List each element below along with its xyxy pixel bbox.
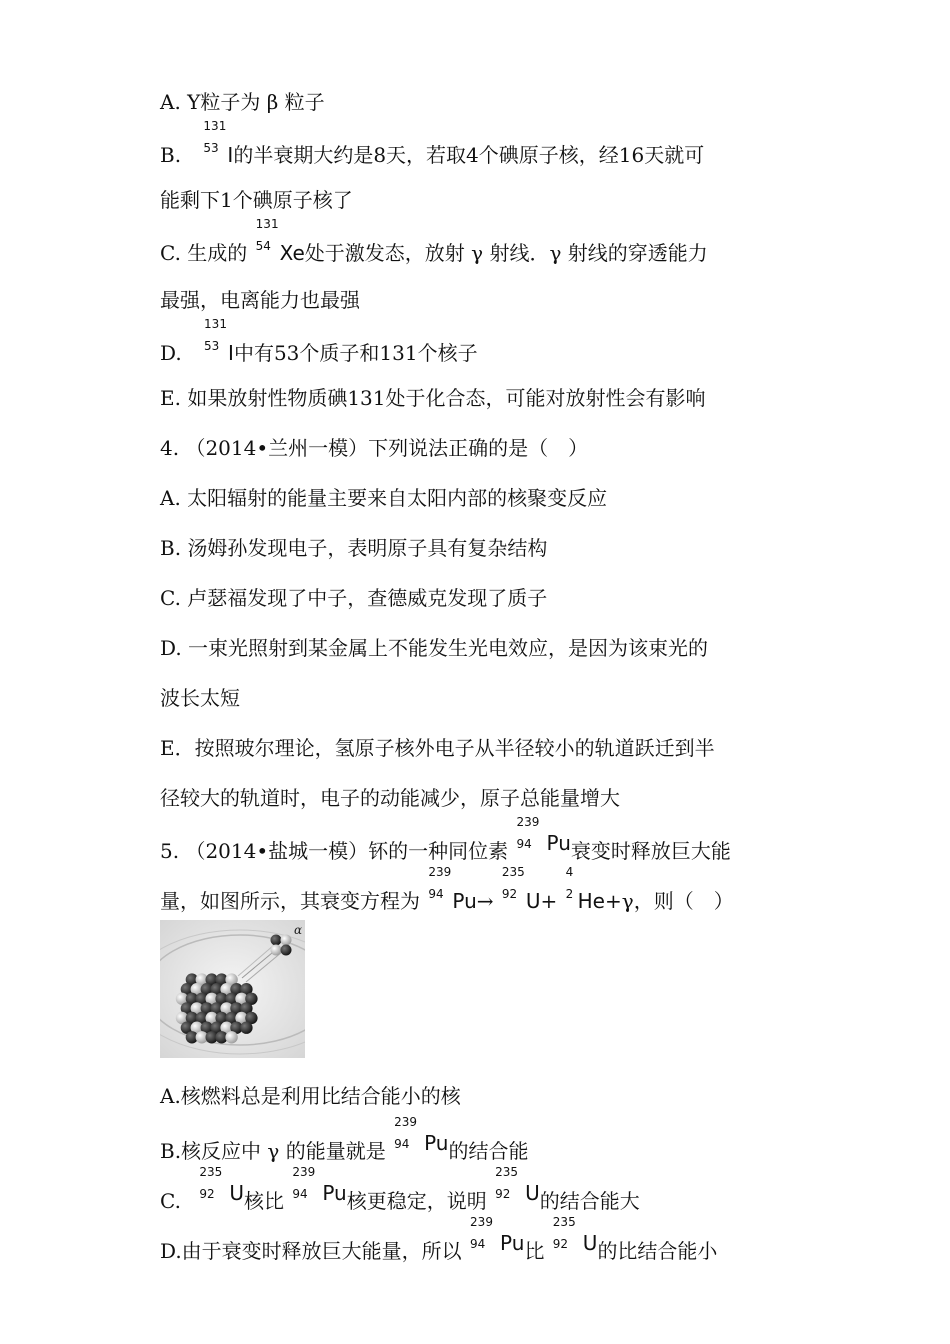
q4-option-d-line2: 波长太短: [160, 686, 240, 710]
nuclide-u235: 235 92: [501, 865, 525, 901]
nuclide-pu239: 239 94: [394, 1115, 417, 1151]
alpha-label: α: [294, 923, 303, 937]
nucleon: [225, 1031, 237, 1043]
nuclide-i131: 131 53: [204, 317, 227, 353]
q4-option-a: A. 太阳辐射的能量主要来自太阳内部的核聚变反应: [160, 486, 608, 510]
q3-option-d: D. 131 53 I中有53个质子和131个核子: [160, 317, 478, 365]
nuclide-pu239: 239 94: [428, 865, 452, 901]
q5-option-b: B.核反应中 γ 的能量就是 239 94 Pu的结合能: [160, 1115, 529, 1163]
q3-option-b-line2: 能剩下1个碘原子核了: [160, 188, 353, 212]
q4-option-b: B. 汤姆孙发现电子，表明原子具有复杂结构: [160, 536, 548, 560]
q5-stem-line1: 5. （2014•盐城一模）钚的一种同位素 239 94 Pu衰变时释放巨大能: [160, 815, 731, 863]
q5-option-d: D.由于衰变时释放巨大能量，所以 239 94 Pu比 235 92 U的比结合能小: [160, 1215, 718, 1263]
q5-option-a: A.核燃料总是利用比结合能小的核: [160, 1084, 461, 1108]
nucleus-cluster: [176, 973, 258, 1043]
nuclide-i131: 131 53: [203, 119, 227, 155]
q3-option-a: A. Y粒子为 β 粒子: [160, 90, 325, 114]
alpha-decay-figure: [160, 920, 305, 1058]
nuclide-he4: 4 2: [565, 865, 574, 901]
q3-option-c-line1: C. 生成的 131 54 Xe处于激发态，放射 γ 射线．γ 射线的穿透能力: [160, 217, 708, 265]
q4-option-e-line1: E．按照玻尔理论，氢原子核外电子从半径较小的轨道跃迁到半: [160, 736, 715, 760]
q4-option-c: C. 卢瑟福发现了中子，查德威克发现了质子: [160, 586, 548, 610]
q3-option-b-line1: B. 131 53 I的半衰期大约是8天，若取4个碘原子核，经16天就可: [160, 119, 705, 167]
nuclide-pu239: 239 94: [292, 1165, 316, 1201]
q3-option-e: E. 如果放射性物质碘131处于化合态，可能对放射性会有影响: [160, 386, 706, 410]
q4-option-e-line2: 径较大的轨道时，电子的动能减少，原子总能量增大: [160, 786, 620, 810]
nucleon: [240, 1022, 252, 1034]
nuclide-u235: 235 92: [199, 1165, 223, 1201]
q3-option-c-line2: 最强，电离能力也最强: [160, 288, 360, 312]
q5-stem-line2: 量，如图所示，其衰变方程为 239 94 Pu→ 235 92 U+ 4 2 He+γ，则（ ）: [160, 865, 734, 913]
nuclide-u235: 235 92: [552, 1215, 576, 1251]
nuclide-xe131: 131 54: [255, 217, 279, 253]
nuclide-pu239: 239 94: [470, 1215, 493, 1251]
q5-option-c: C. 235 92 U核比 239 94 Pu核更稳定，说明 235 92 U的结合能大: [160, 1165, 640, 1213]
q4-stem: 4. （2014•兰州一模）下列说法正确的是（ ）: [160, 436, 589, 460]
nuclide-pu239: 239 94: [516, 815, 540, 851]
nuclide-u235: 235 92: [495, 1165, 518, 1201]
q4-option-d-line1: D. 一束光照射到某金属上不能发生光电效应，是因为该束光的: [160, 636, 709, 660]
